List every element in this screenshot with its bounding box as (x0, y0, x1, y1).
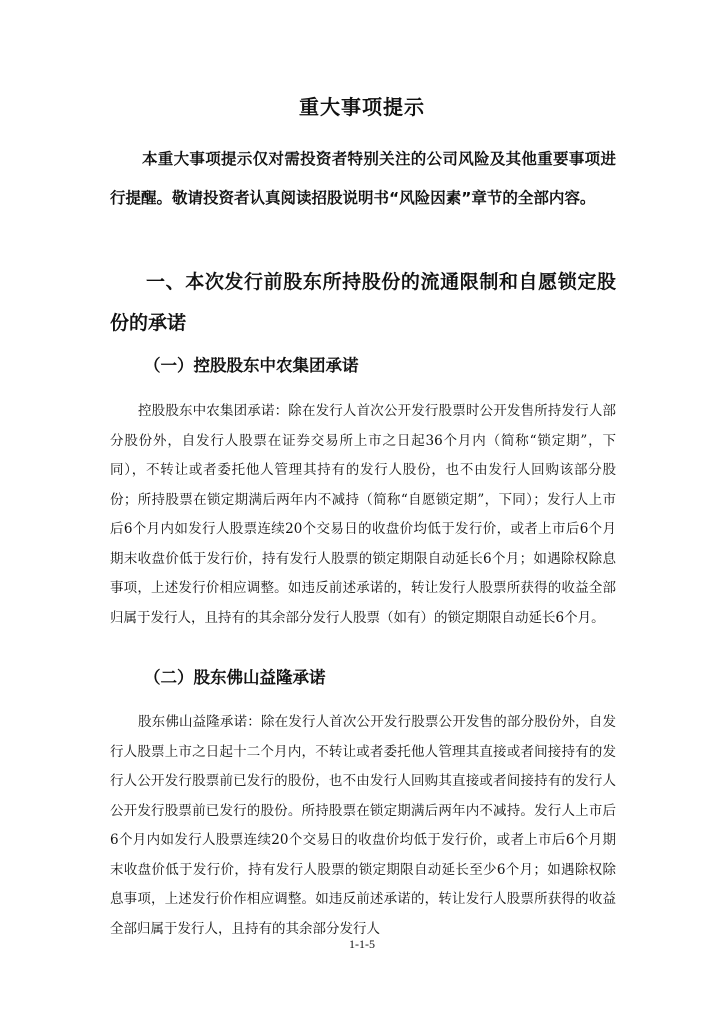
paragraph-controlling-shareholder: 控股股东中农集团承诺：除在发行人首次公开发行股票时公开发售所持发行人部分股份外，自发行人股票在证券交易所上市之日起36个月内（简称“锁定期”，下同），不转让或者委托他人管理其持有的发行人股份，也不由发行人回购该部分股份；所持股票在锁定期满后两年内不减持（简称“自愿锁定期”，下同）；发行人上市后6个月内如发行人股票连续20个交易日的收盘价均低于发行价，或者上市后6个月期末收盘价低于发行价，持有发行人股票的锁定期限自动延长6个月；如遇除权除息事项，上述发行价相应调整。如违反前述承诺的，转让发行人股票所获得的收益全部归属于发行人，且持有的其余部分发行人股票（如有）的锁定期限自动延长6个月。 (110, 403, 616, 626)
subsection-heading-foshan-yilong: （二）股东佛山益隆承诺 (144, 668, 326, 687)
subsection-heading-controlling-shareholder: （一）控股股东中农集团承诺 (144, 356, 359, 375)
section-heading-lockup: 一、本次发行前股东所持股份的流通限制和自愿锁定股份的承诺 (110, 271, 616, 334)
page-number: 1-1-5 (349, 937, 375, 951)
important-notice: 本重大事项提示仅对需投资者特别关注的公司风险及其他重要事项进行提醒。敬请投资者认真阅读招股说明书“风险因素”章节的全部内容。 (110, 150, 616, 207)
page-title: 重大事项提示 (299, 95, 425, 119)
paragraph-foshan-yilong: 股东佛山益隆承诺：除在发行人首次公开发行股票公开发售的部分股份外，自发行人股票上市之日起十二个月内，不转让或者委托他人管理其直接或者间接持有的发行人公开发行股票前已发行的股份，也不由发行人回购其直接或者间接持有的发行人公开发行股票前已发行的股份。所持股票在锁定期满后两年内不减持。发行人上市后6个月内如发行人股票连续20个交易日的收盘价均低于发行价，或者上市后6个月期末收盘价低于发行价，持有发行人股票的锁定期限自动延长至少6个月；如遇除权除息事项，上述发行价作相应调整。如违反前述承诺的，转让发行人股票所获得的收益全部归属于发行人，且持有的其余部分发行人 (110, 714, 616, 937)
